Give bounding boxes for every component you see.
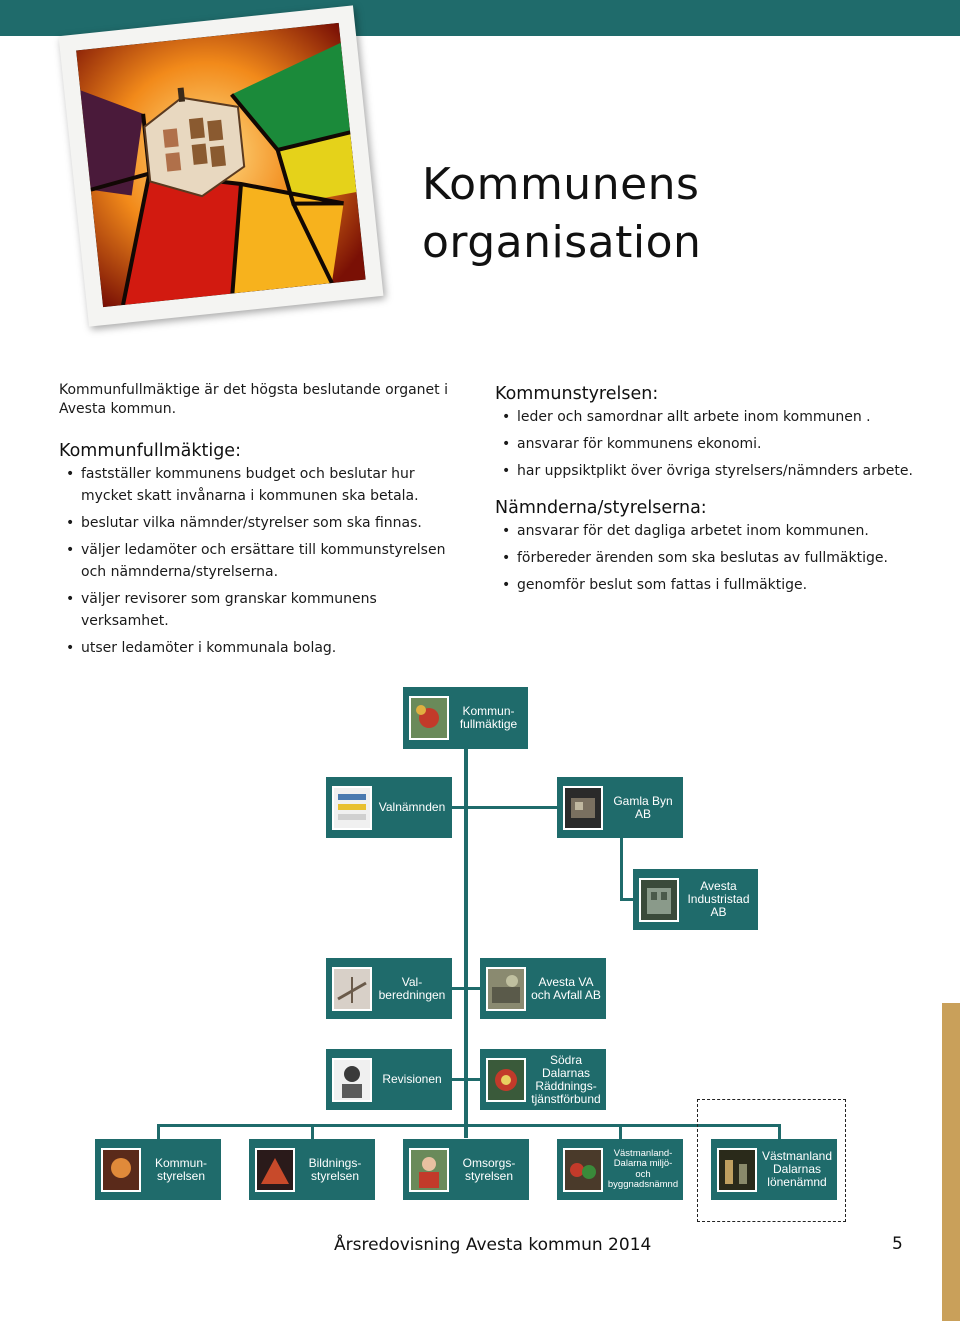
list-item: • väljer ledamöter och ersättare till kommunstyrelsen och nämnderna/styrelserna. <box>59 539 459 583</box>
connector-industristad-horizontal <box>620 898 634 901</box>
org-box-label: Bildnings- styrelsen <box>308 1155 362 1183</box>
list-item: • fastställer kommunens budget och beslutar hur mycket skatt invånarna i kommunen ska betala. <box>59 463 459 507</box>
list-item: • utser ledamöter i kommunala bolag. <box>59 637 459 659</box>
org-photo-icon <box>717 1148 757 1192</box>
side-accent-bar <box>942 1003 960 1321</box>
connector-valberedningen-va <box>452 987 482 990</box>
stained-glass-photo <box>76 23 366 307</box>
connector-industristad-vertical <box>620 838 623 900</box>
org-photo-icon <box>563 786 603 830</box>
org-box-kommunstyrelsen[interactable] <box>95 1139 221 1200</box>
connector-drop <box>311 1124 314 1139</box>
kommunfullmaktige-heading: Kommunfullmäktige: <box>59 441 241 461</box>
connector-trunk <box>464 748 468 1138</box>
org-box-label: Valnämnden <box>378 800 446 814</box>
org-box-gamla-byn[interactable] <box>557 777 683 838</box>
org-box-vastmanland-dalarnas-lonenamnd[interactable] <box>711 1139 837 1200</box>
kommunstyrelsen-heading: Kommunstyrelsen: <box>495 384 659 404</box>
footer-title: Årsredovisning Avesta kommun 2014 <box>334 1235 652 1255</box>
org-box-bildningsstyrelsen[interactable] <box>249 1139 375 1200</box>
org-box-valberedningen[interactable] <box>326 958 452 1019</box>
stained-glass-image <box>76 23 366 307</box>
org-box-label: Gamla Byn AB <box>613 793 673 821</box>
kommunfullmaktige-list <box>59 463 459 664</box>
connector-revisionen-raddning <box>452 1078 482 1081</box>
org-photo-icon <box>332 1058 372 1102</box>
namnderna-list <box>495 520 915 601</box>
connector-drop <box>157 1124 160 1139</box>
list-item: • ansvarar för kommunens ekonomi. <box>495 433 915 455</box>
cover-photo-frame <box>59 5 384 326</box>
page-title-line-1: Kommunens <box>422 159 700 210</box>
page-title <box>422 156 701 272</box>
org-photo-icon <box>486 1058 526 1102</box>
page-title-line-2: organisation <box>422 217 702 268</box>
org-photo-icon <box>409 696 449 740</box>
org-box-label: Kommun- styrelsen <box>154 1155 207 1183</box>
list-item: • genomför beslut som fattas i fullmäktige. <box>495 574 915 596</box>
page-number: 5 <box>892 1234 903 1254</box>
org-box-omsorgsstyrelsen[interactable] <box>403 1139 529 1200</box>
connector-bottom-bus <box>157 1124 781 1127</box>
org-box-vastmanland-dalarna-miljo[interactable] <box>557 1139 683 1200</box>
list-item: • förbereder ärenden som ska beslutas av fullmäktige. <box>495 547 915 569</box>
namnderna-heading: Nämnderna/styrelserna: <box>495 498 707 518</box>
list-item: • ansvarar för det dagliga arbetet inom kommunen. <box>495 520 915 542</box>
org-box-revisionen[interactable] <box>326 1049 452 1110</box>
org-box-valnamnden[interactable] <box>326 777 452 838</box>
org-photo-icon <box>332 786 372 830</box>
org-photo-icon <box>332 967 372 1011</box>
org-photo-icon <box>101 1148 141 1192</box>
org-box-label: Revisionen <box>382 1072 442 1086</box>
list-item: • leder och samordnar allt arbete inom kommunen . <box>495 406 915 428</box>
list-item: • beslutar vilka nämnder/styrelser som ska finnas. <box>59 512 459 534</box>
org-photo-icon <box>409 1148 449 1192</box>
org-photo-icon <box>639 878 679 922</box>
org-box-label: Avesta Industristad AB <box>687 879 750 919</box>
org-box-label: Omsorgs- styrelsen <box>462 1155 516 1183</box>
connector-valnamnden-gamlabyn <box>452 806 558 809</box>
kommunstyrelsen-list <box>495 406 915 487</box>
org-box-label: Avesta VA och Avfall AB <box>531 974 601 1002</box>
org-photo-icon <box>486 967 526 1011</box>
org-box-avesta-industristad[interactable] <box>633 869 758 930</box>
org-photo-icon <box>255 1148 295 1192</box>
org-photo-icon <box>563 1148 603 1192</box>
org-box-label: Södra Dalarnas Räddnings- tjänstförbund <box>531 1052 601 1106</box>
org-box-avesta-va[interactable] <box>480 958 606 1019</box>
org-box-label: Kommun- fullmäktige <box>459 704 518 731</box>
org-box-label: Val- beredningen <box>378 974 446 1002</box>
org-box-kommunfullmaktige[interactable] <box>403 687 528 749</box>
org-box-label: Västmanland- Dalarna miljö- och byggnadsnämnd <box>607 1147 679 1190</box>
list-item: • har uppsiktplikt över övriga styrelsers/nämnders arbete. <box>495 460 915 482</box>
org-box-sodra-dalarnas-raddningstjanst[interactable] <box>480 1049 606 1110</box>
list-item: • väljer revisorer som granskar kommunens verksamhet. <box>59 588 459 632</box>
connector-drop <box>619 1124 622 1139</box>
connector-drop <box>778 1124 781 1139</box>
org-box-label: Västmanland Dalarnas lönenämnd <box>761 1149 833 1189</box>
intro-paragraph: Kommunfullmäktige är det högsta beslutande organet i Avesta kommun. <box>59 382 448 417</box>
